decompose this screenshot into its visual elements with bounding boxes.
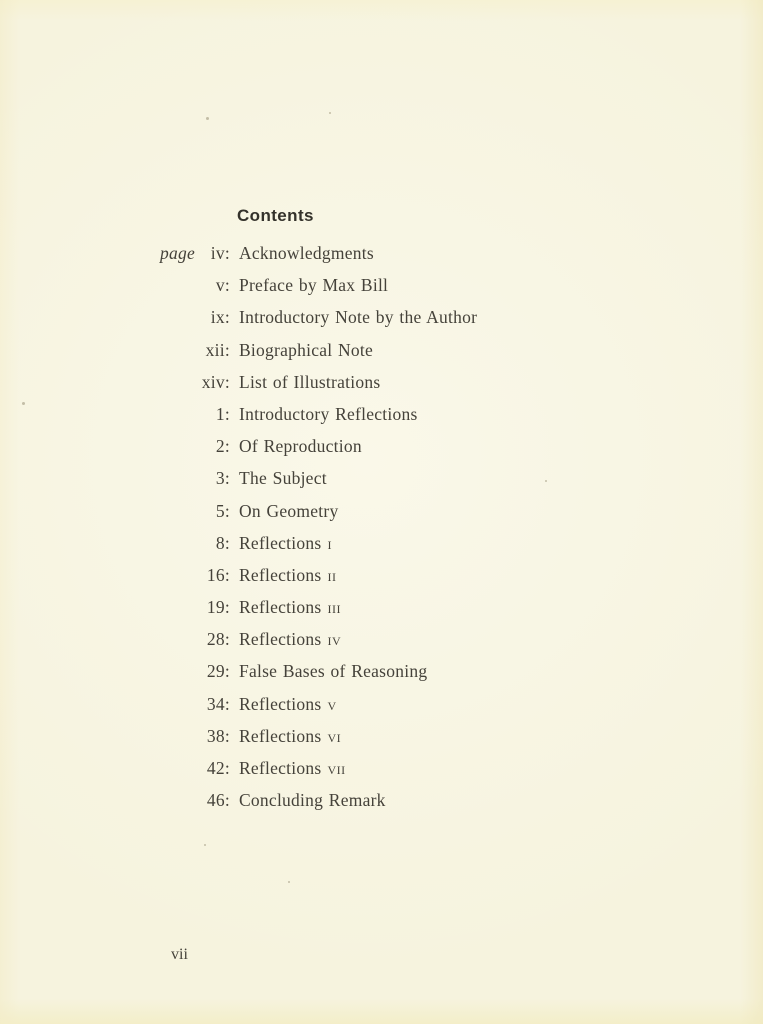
entry-title [239, 366, 380, 398]
entry-title [239, 784, 386, 816]
scan-speck [545, 480, 547, 482]
entry-page-number: 1: [215, 403, 230, 424]
entry-page-number: ix: [210, 307, 230, 328]
entry-page-number: 16: [206, 564, 230, 585]
entry-page-number: 2: [215, 436, 230, 457]
scan-speck [206, 117, 209, 120]
entry-title-text: False Bases of Reasoning [239, 661, 428, 682]
entry-title-text: On Geometry [239, 500, 339, 521]
entry-title [239, 430, 362, 462]
toc-entry [160, 430, 477, 462]
entry-title-text: Acknowledgments [239, 243, 374, 263]
toc-entry [160, 591, 477, 623]
toc-entry [160, 398, 477, 430]
entry-title-text: Reflections [239, 758, 322, 778]
toc-entry [160, 559, 477, 591]
entry-title [239, 623, 341, 655]
entry-title-text: Reflections [239, 725, 322, 746]
entry-page-number: xiv: [201, 371, 230, 392]
entry-title [239, 591, 341, 623]
entry-page-number: 8: [215, 532, 230, 553]
entry-page-number: v: [215, 275, 230, 296]
entry-page-number: 46: [206, 790, 230, 811]
entry-roman-numeral: vi [327, 725, 342, 746]
toc-entry [160, 655, 477, 687]
entry-title [239, 752, 346, 784]
toc-entry [160, 495, 477, 527]
toc-entry [160, 301, 477, 333]
entry-page-number: 34: [206, 693, 230, 714]
toc-entry [160, 334, 477, 366]
entry-title [239, 688, 337, 720]
entry-title [239, 720, 341, 752]
entry-title-text: Reflections [239, 564, 322, 585]
entry-roman-numeral: ii [327, 564, 337, 585]
toc-entry [160, 527, 477, 559]
entry-title-text: Introductory Reflections [239, 403, 418, 424]
entry-page-number: 38: [206, 725, 230, 746]
toc-entry [160, 366, 477, 398]
entry-page-number: 42: [206, 758, 230, 778]
entry-title-text: Biographical Note [239, 339, 374, 360]
toc-entry [160, 720, 477, 752]
scan-speck [329, 112, 331, 114]
entry-roman-numeral: i [327, 532, 332, 553]
toc-entry [160, 269, 477, 301]
entry-title [239, 269, 388, 301]
toc-entry [160, 784, 477, 816]
toc-entry [160, 752, 477, 784]
entry-title [239, 301, 477, 333]
entry-title-text: Concluding Remark [239, 790, 386, 811]
toc-entry [160, 462, 477, 494]
entry-roman-numeral: vii [327, 758, 346, 778]
entry-title-text: Reflections [239, 532, 322, 553]
entry-title [239, 237, 374, 269]
entry-roman-numeral: iii [327, 597, 341, 618]
scan-speck [22, 402, 25, 405]
entry-title [239, 398, 418, 430]
entry-title [239, 462, 327, 494]
contents-heading: Contents [237, 206, 314, 225]
toc-entry [160, 237, 477, 269]
entry-page-number: 19: [206, 597, 230, 618]
entry-title-text: Introductory Note by the Author [239, 307, 478, 328]
entry-title-text: List of Illustrations [239, 371, 381, 392]
toc-entry [160, 623, 477, 655]
toc-entry [160, 688, 477, 720]
entry-page-number: 3: [215, 468, 230, 489]
entry-title-text: Reflections [239, 629, 322, 650]
entry-page-number: 5: [215, 500, 230, 521]
entry-roman-numeral: v [327, 693, 337, 714]
entry-title [239, 527, 332, 559]
entry-title [239, 334, 373, 366]
page-folio: vii [171, 946, 188, 963]
entry-page-number: 29: [206, 661, 230, 682]
entry-page-number: iv: [210, 243, 230, 263]
entry-title-text: The Subject [239, 468, 327, 489]
table-of-contents [160, 237, 477, 816]
entry-title-text: Reflections [239, 597, 322, 618]
entry-title [239, 655, 427, 687]
entry-page-number: 28: [206, 629, 230, 650]
scan-speck [288, 881, 290, 883]
entry-title [239, 495, 339, 527]
entry-title-text: Preface by Max Bill [239, 275, 389, 296]
entry-title-text: Reflections [239, 693, 322, 714]
entry-title [239, 559, 336, 591]
entry-title-text: Of Reproduction [239, 436, 362, 457]
entry-page-number: xii: [205, 339, 230, 360]
entry-roman-numeral: iv [327, 629, 342, 650]
page-word-label: page [160, 243, 196, 263]
scan-speck [204, 844, 206, 846]
